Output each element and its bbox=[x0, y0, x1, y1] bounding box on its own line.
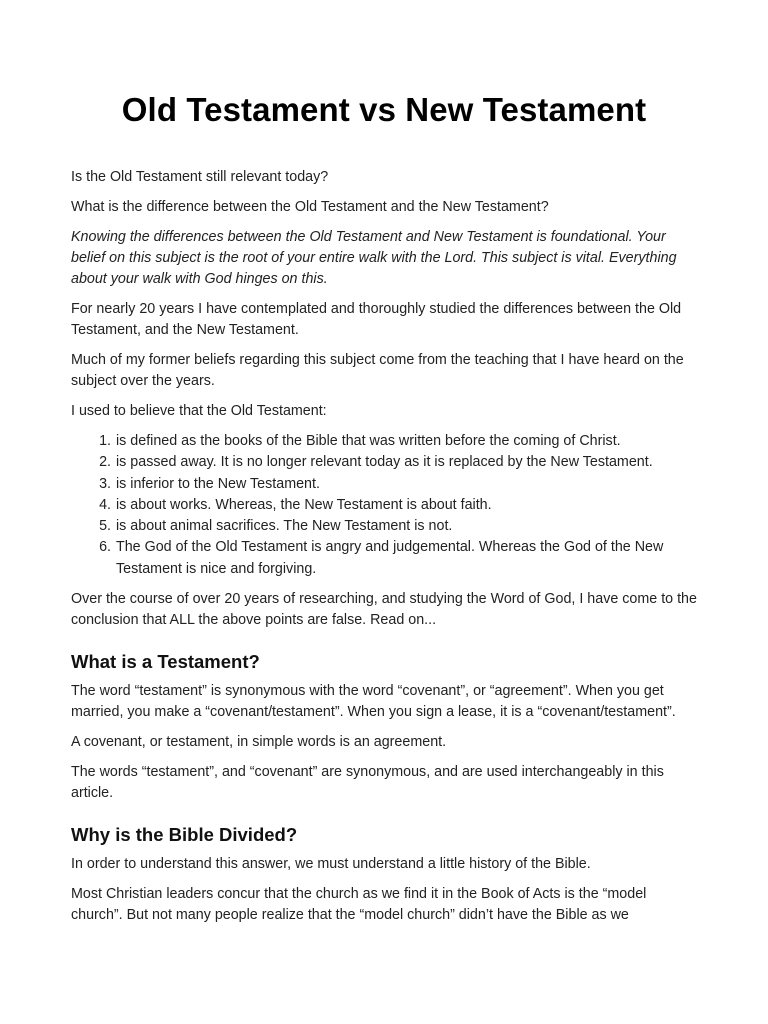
paragraph-synonymous-terms: The words “testament”, and “covenant” are synonymous, and are used interchangeably in this article. bbox=[71, 764, 664, 802]
paragraph-covenant-agreement: A covenant, or testament, in simple words is an agreement. bbox=[71, 734, 447, 751]
paragraph-former-beliefs: Much of my former beliefs regarding this subject come from the teaching that I have heard on the subject over the years. bbox=[71, 352, 684, 389]
section-heading-bible-divided: Why is the Bible Divided? bbox=[71, 824, 298, 846]
list-item: 2. is passed away. It is no longer relevant today as it is replaced by the New Testament. bbox=[115, 452, 697, 473]
list-item: 6. The God of the Old Testament is angry and judgemental. Whereas the God of the New Testament is nice and forgiving. bbox=[115, 537, 697, 580]
list-item: 4. is about works. Whereas, the New Testament is about faith. bbox=[115, 495, 697, 516]
paragraph-study-years: For nearly 20 years I have contemplated and thoroughly studied the differences between the Old Testament, and the New Testament. bbox=[71, 301, 682, 338]
list-item: 3. is inferior to the New Testament. bbox=[115, 474, 697, 495]
intro-italic-paragraph: Knowing the differences between the Old Testament and New Testament is foundational. Your belief on this subject is the root of your entire walk with the Lord. This subject is vital. Everything about your walk with God hinges on this. bbox=[71, 229, 677, 287]
paragraph-used-to-believe: I used to believe that the Old Testament: bbox=[71, 403, 327, 419]
list-item: 1. is defined as the books of the Bible that was written before the coming of Christ. bbox=[115, 431, 697, 452]
section-heading-testament: What is a Testament? bbox=[71, 651, 260, 673]
list-item: 5. is about animal sacrifices. The New Testament is not. bbox=[115, 516, 697, 537]
question-difference: What is the difference between the Old Testament and the New Testament? bbox=[71, 199, 549, 215]
paragraph-conclusion: Over the course of over 20 years of researching, and studying the Word of God, I have come to the conclusion that ALL the above points are false. Read on... bbox=[71, 591, 697, 629]
beliefs-list bbox=[71, 431, 697, 580]
document-page bbox=[71, 0, 697, 926]
question-relevance: Is the Old Testament still relevant today? bbox=[71, 169, 329, 185]
paragraph-testament-definition: The word “testament” is synonymous with the word “covenant”, or “agreement”. When you get married, you make a “covenant/testament”. When you sign a lease, it is a “covenant/testament”. bbox=[71, 683, 676, 721]
paragraph-model-church: Most Christian leaders concur that the church as we find it in the Book of Acts is the “model church”. But not many people realize that the “model church” didn’t have the Bible as we bbox=[71, 886, 647, 924]
page-title: Old Testament vs New Testament bbox=[121, 91, 647, 128]
paragraph-bible-history: In order to understand this answer, we must understand a little history of the Bible. bbox=[71, 856, 591, 873]
